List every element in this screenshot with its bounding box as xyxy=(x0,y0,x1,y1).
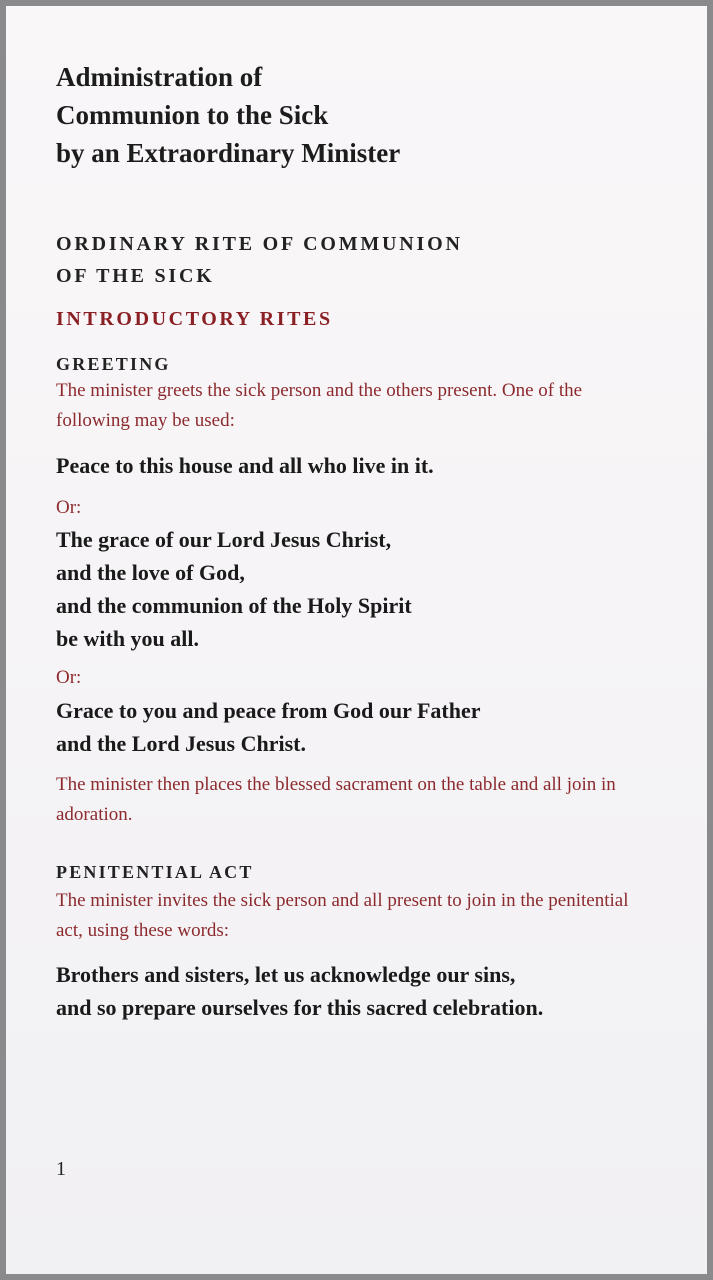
penitential-act-text: Brothers and sisters, let us acknowledge our sins, and so prepare ourselves for this sacred celebration. xyxy=(56,962,544,1020)
subsection-heading: INTRODUCTORY RITES xyxy=(56,308,333,330)
or-label-1: Or: xyxy=(56,497,82,518)
greeting-option-2: The grace of our Lord Jesus Christ, and the love of God, and the communion of the Holy Spirit be with you all. xyxy=(56,527,412,651)
greeting-label: GREETING xyxy=(56,354,171,374)
document-title: Administration of Communion to the Sick by an Extraordinary Minister xyxy=(56,62,401,168)
page-number: 1 xyxy=(56,1158,66,1180)
section-heading: ORDINARY RITE OF COMMUNION OF THE SICK xyxy=(56,233,463,287)
greeting-option-1: Peace to this house and all who live in it. xyxy=(56,453,434,478)
penitential-act-label: PENITENTIAL ACT xyxy=(56,862,254,882)
or-label-2: Or: xyxy=(56,667,82,688)
greeting-option-3: Grace to you and peace from God our Father and the Lord Jesus Christ. xyxy=(56,698,481,756)
penitential-act-rubric: The minister invites the sick person and all present to join in the penitential act, using these words: xyxy=(56,890,629,941)
adoration-rubric: The minister then places the blessed sacrament on the table and all join in adoration. xyxy=(56,774,616,825)
greeting-rubric: The minister greets the sick person and the others present. One of the following may be used: xyxy=(56,380,583,431)
